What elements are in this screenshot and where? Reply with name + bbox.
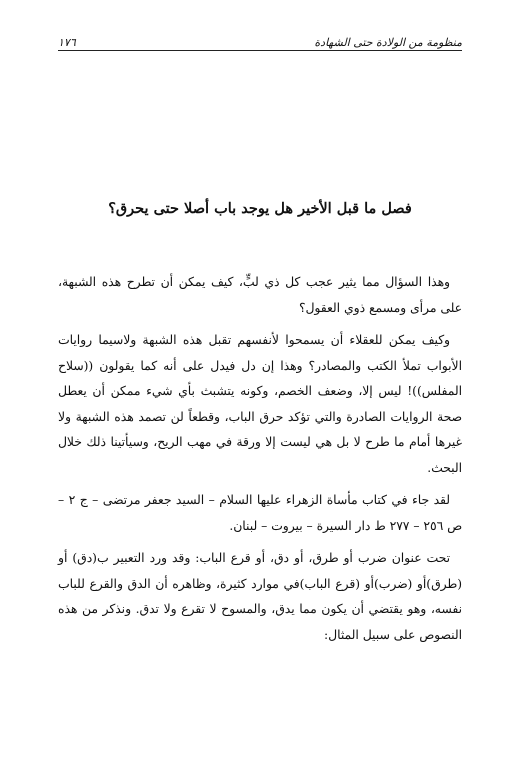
header-page-number: ١٧٦ [58,36,76,49]
paragraph-3: لقد جاء في كتاب مأساة الزهراء عليها السلام – السيد جعفر مرتضى – ج ٢ – ص ٢٥٦ – ٢٧٧ ط دار السيرة – بيروت – لبنان. [58,493,462,533]
body-text [58,270,462,655]
header-title: منظومة من الولادة حتى الشهادة [314,36,462,49]
paragraph-4: تحت عنوان ضرب أو طرق، أو دق، أو قرع الباب: وقد ورد التعبير ب(دق) أو (طرق)أو (ضرب)أو (قرع الباب)في موارد كثيرة، وظاهره أن الدق والقرع للباب نفسه، وهو يقتضي أن يكون مما يدق، والمسوح لا تقرع ولا تدق. ونذكر من هذه النصوص على سبيل المثال: [58,551,462,642]
section-title: فصل ما قبل الأخير هل يوجد باب أصلا حتى يحرق؟ [108,200,412,217]
header-rule [58,50,462,51]
running-header [58,30,462,48]
paragraph-2: وكيف يمكن للعقلاء أن يسمحوا لأنفسهم تقبل هذه الشبهة ولاسيما روايات الأبواب تملأ الكتب والمصادر؟ وهذا إن دل فيدل على أنه كما يقولون ((سلاح المفلس))! ليس إلا، وضعف الخصم، وكونه يتشبث بأي شيء ممكن أن يعطل صحة الروايات الصادرة والتي تؤكد حرق الباب، وقطعاً لن تصمد هذه الشبهة ولا غيرها أمام ما طرح لا بل هي ليست إلا ورقة في مهب الريح، وسيأتينا ذلك خلال البحث. [58,333,462,475]
paragraph-1: وهذا السؤال مما يثير عجب كل ذي لبٍّ، كيف يمكن أن تطرح هذه الشبهة، على مرأى ومسمع ذوي العقول؟ [58,275,462,315]
